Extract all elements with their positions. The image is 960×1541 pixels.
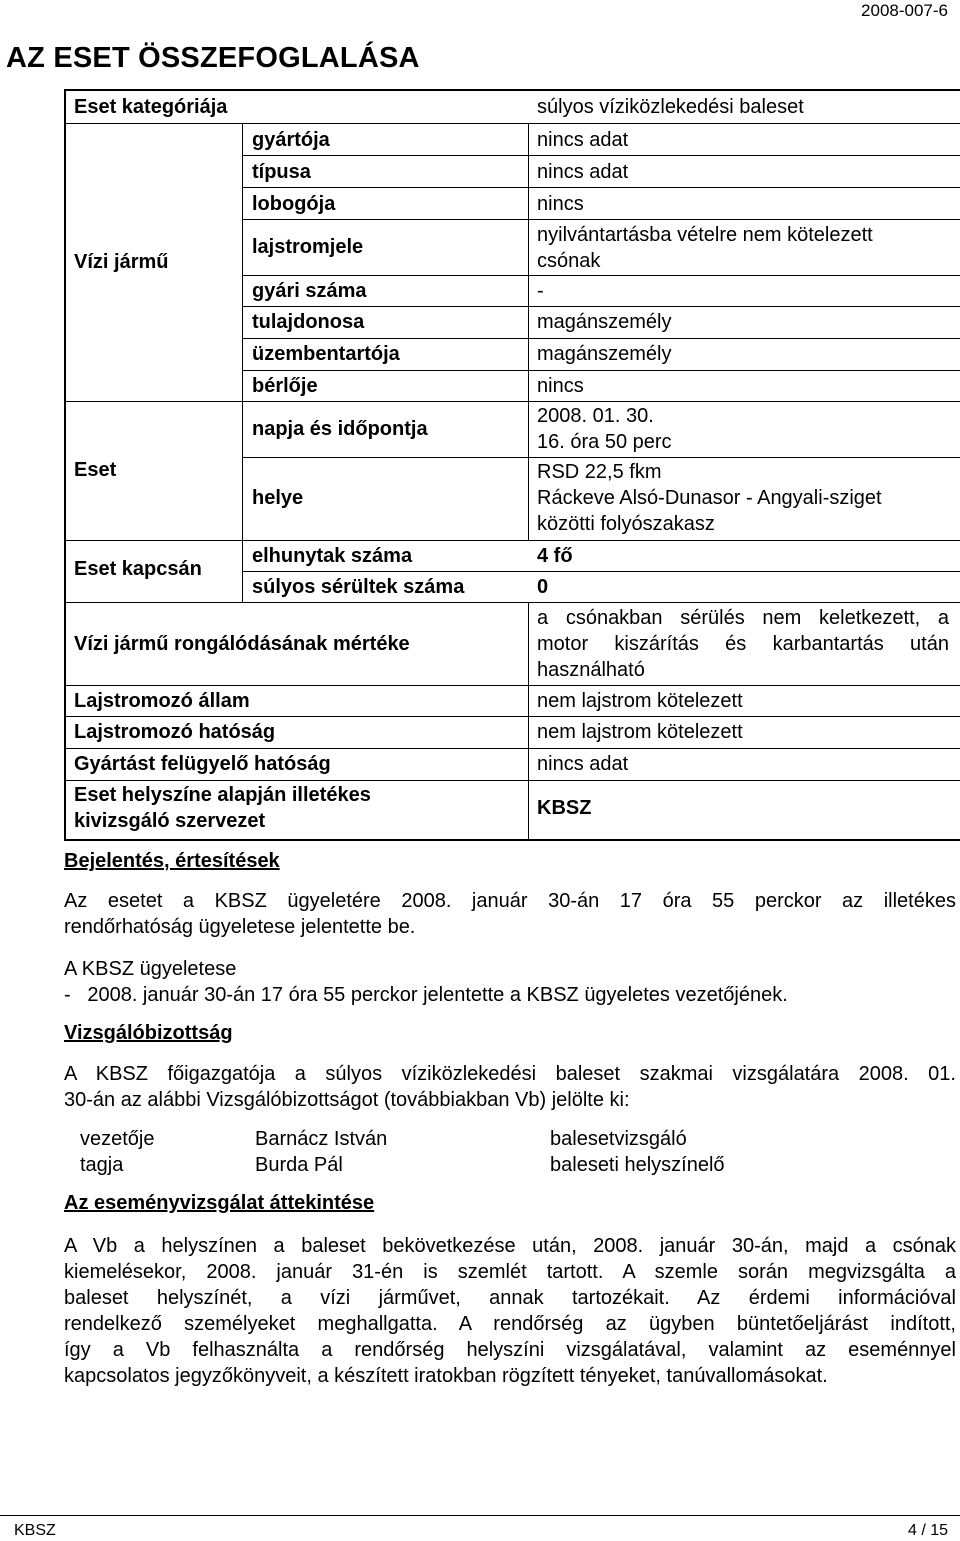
vessel-row-value: csónak (537, 250, 601, 272)
investigator-label: Eset helyszíne alapján illetékes (74, 784, 371, 806)
text-line: kapcsolatos jegyzőkönyveit, a készített iratokban rögzített tényeket, tanúvallomásokat. (64, 1365, 828, 1387)
vessel-row-label: tulajdonosa (252, 311, 365, 333)
text-line: rendelkező személyeket meghallgatta. A rendőrség az ügyben büntetőeljárást indított, (64, 1313, 956, 1335)
registry-authority-value: nem lajstrom kötelezett (537, 721, 743, 743)
member-role: vezetője (80, 1128, 155, 1150)
casualty-row-label: súlyos sérültek száma (252, 576, 465, 598)
event-row-value: közötti folyószakasz (537, 513, 715, 535)
vessel-row-value: magánszemély (537, 343, 672, 365)
vessel-row-value: - (537, 280, 544, 302)
event-row-value: Ráckeve Alsó-Dunasor - Angyali-sziget (537, 487, 882, 509)
summary-table (64, 89, 960, 841)
damage-value: használható (537, 659, 645, 681)
text-line: rendőrhatóság ügyeletese jelentette be. (64, 916, 416, 938)
member-role: tagja (80, 1154, 124, 1176)
damage-value: a csónakban sérülés nem keletkezett, a (537, 607, 949, 629)
registry-authority-label: Lajstromozó hatóság (74, 721, 276, 743)
vessel-row-label: lobogója (252, 193, 336, 215)
vessel-row-label: üzembentartója (252, 343, 400, 365)
notifications-paragraph (64, 956, 956, 1008)
event-row-label: napja és időpontja (252, 418, 428, 440)
text-line: A KBSZ ügyeletese (64, 958, 237, 980)
text-line: - 2008. január 30-án 17 óra 55 perckor jelentette a KBSZ ügyeletes vezetőjének. (64, 984, 788, 1006)
notifications-heading: Bejelentés, értesítések (64, 850, 280, 872)
member-name: Barnácz István (255, 1128, 388, 1150)
footer-divider (0, 1515, 960, 1516)
vessel-group-label: Vízi jármű (74, 251, 169, 273)
footer-organization: KBSZ (14, 1522, 56, 1539)
overview-heading: Az eseményvizsgálat áttekintése (64, 1192, 375, 1214)
vessel-row-value: nincs (537, 193, 584, 215)
damage-label: Vízi jármű rongálódásának mértéke (74, 633, 410, 655)
category-value: súlyos víziközlekedési baleset (537, 96, 804, 118)
text-line: A Vb a helyszínen a baleset bekövetkezése után, 2008. január 30-án, majd a csónak (64, 1235, 956, 1257)
vessel-row-label: lajstromjele (252, 236, 364, 258)
vessel-row-value: nincs adat (537, 129, 629, 151)
casualty-row-value: 0 (537, 576, 549, 598)
document-number: 2008-007-6 (861, 1, 948, 20)
manufacturing-authority-value: nincs adat (537, 753, 629, 775)
investigator-label: kivizsgáló szervezet (74, 810, 266, 832)
damage-value: motor kiszárítás és karbantartás után (537, 633, 949, 655)
text-line: Az esetet a KBSZ ügyeletére 2008. január 30-án 17 óra 55 perckor az illetékes (64, 890, 956, 912)
casualty-row-value: 4 fő (537, 545, 573, 567)
event-row-value: 2008. 01. 30. (537, 405, 654, 427)
event-row-value: 16. óra 50 perc (537, 431, 672, 453)
vessel-row-value: nincs (537, 375, 584, 397)
member-function: baleseti helyszínelő (550, 1154, 725, 1176)
overview-paragraph (64, 1233, 956, 1389)
registry-state-value: nem lajstrom kötelezett (537, 690, 743, 712)
casualty-group-label: Eset kapcsán (74, 558, 202, 580)
committee-paragraph (64, 1061, 956, 1113)
member-name: Burda Pál (255, 1154, 343, 1176)
casualty-row-label: elhunytak száma (252, 545, 413, 567)
vessel-row-label: gyári száma (252, 280, 367, 302)
vessel-row-value: magánszemély (537, 311, 672, 333)
notifications-paragraph (64, 888, 956, 940)
vessel-row-value: nincs adat (537, 161, 629, 183)
vessel-row-label: gyártója (252, 129, 330, 151)
event-group-label: Eset (74, 459, 117, 481)
text-line: A KBSZ főigazgatója a súlyos víziközlekedési baleset szakmai vizsgálatára 2008. 01. (64, 1063, 956, 1085)
category-label: Eset kategóriája (74, 96, 228, 118)
event-row-label: helye (252, 487, 304, 509)
vessel-row-label: bérlője (252, 375, 318, 397)
manufacturing-authority-label: Gyártást felügyelő hatóság (74, 753, 331, 775)
event-row-value: RSD 22,5 fkm (537, 461, 662, 483)
page-number: 4 / 15 (907, 1522, 948, 1539)
registry-state-label: Lajstromozó állam (74, 690, 250, 712)
page-title: AZ ESET ÖSSZEFOGLALÁSA (6, 42, 420, 74)
text-line: így a Vb felhasználta a rendőrség helyszíni vizsgálatával, valamint az eseménnyel (64, 1339, 956, 1361)
vessel-row-label: típusa (252, 161, 311, 183)
member-function: balesetvizsgáló (550, 1128, 687, 1150)
text-line: baleset helyszínét, a vízi járművet, annak tartozékait. Az érdemi információval (64, 1287, 956, 1309)
vessel-row-value: nyilvántartásba vételre nem kötelezett (537, 224, 873, 246)
text-line: kiemelésekor, 2008. január 31-én is szemlét tartott. A szemle során megvizsgálta a (64, 1261, 956, 1283)
committee-heading: Vizsgálóbizottság (64, 1022, 233, 1044)
investigator-value: KBSZ (537, 797, 592, 819)
text-line: 30-án az alábbi Vizsgálóbizottságot (továbbiakban Vb) jelölte ki: (64, 1089, 630, 1111)
